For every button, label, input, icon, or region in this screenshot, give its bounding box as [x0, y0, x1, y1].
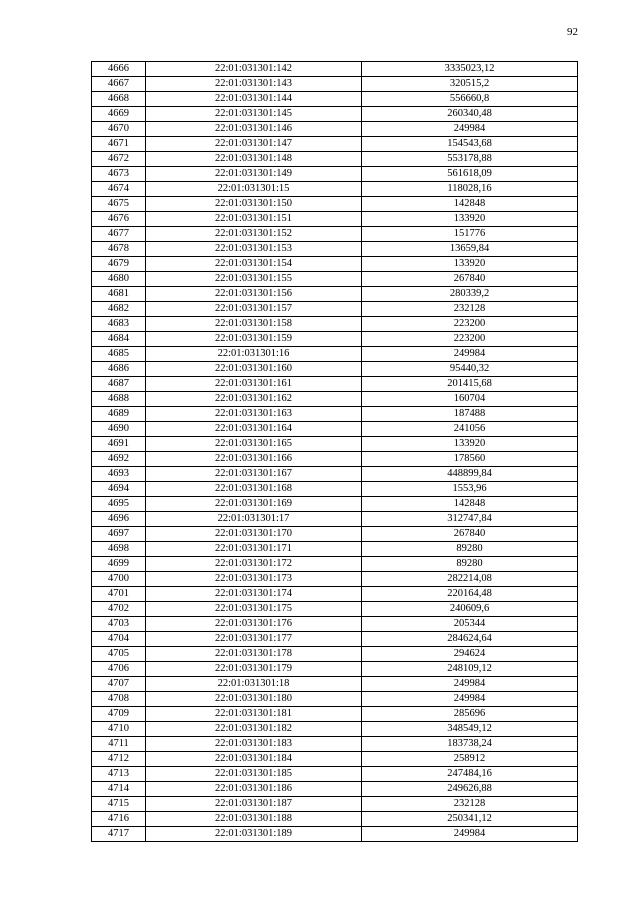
- table-row: [92, 587, 578, 602]
- row-number-cell: 4667: [92, 77, 146, 92]
- cadastral-number-cell: 22:01:031301:189: [146, 827, 362, 842]
- value-cell: 183738,24: [362, 737, 578, 752]
- cadastral-number-cell: 22:01:031301:182: [146, 722, 362, 737]
- row-number-cell: 4682: [92, 302, 146, 317]
- value-cell: 249984: [362, 122, 578, 137]
- cadastral-number-cell: 22:01:031301:177: [146, 632, 362, 647]
- cadastral-number-cell: 22:01:031301:183: [146, 737, 362, 752]
- table-row: [92, 557, 578, 572]
- value-cell: 556660,8: [362, 92, 578, 107]
- table-row: [92, 737, 578, 752]
- value-cell: 133920: [362, 212, 578, 227]
- row-number-cell: 4675: [92, 197, 146, 212]
- table-row: [92, 527, 578, 542]
- cadastral-table: [91, 61, 578, 842]
- table-row: [92, 512, 578, 527]
- value-cell: 348549,12: [362, 722, 578, 737]
- table-row: [92, 797, 578, 812]
- value-cell: 284624,64: [362, 632, 578, 647]
- value-cell: 89280: [362, 557, 578, 572]
- value-cell: 232128: [362, 302, 578, 317]
- value-cell: 205344: [362, 617, 578, 632]
- cadastral-number-cell: 22:01:031301:184: [146, 752, 362, 767]
- cadastral-number-cell: 22:01:031301:152: [146, 227, 362, 242]
- cadastral-number-cell: 22:01:031301:158: [146, 317, 362, 332]
- table-row: [92, 572, 578, 587]
- cadastral-number-cell: 22:01:031301:147: [146, 137, 362, 152]
- row-number-cell: 4702: [92, 602, 146, 617]
- row-number-cell: 4706: [92, 662, 146, 677]
- value-cell: 187488: [362, 407, 578, 422]
- row-number-cell: 4716: [92, 812, 146, 827]
- value-cell: 267840: [362, 272, 578, 287]
- table-row: [92, 302, 578, 317]
- row-number-cell: 4717: [92, 827, 146, 842]
- cadastral-number-cell: 22:01:031301:179: [146, 662, 362, 677]
- value-cell: 133920: [362, 437, 578, 452]
- row-number-cell: 4673: [92, 167, 146, 182]
- row-number-cell: 4676: [92, 212, 146, 227]
- value-cell: 142848: [362, 197, 578, 212]
- table-row: [92, 92, 578, 107]
- cadastral-number-cell: 22:01:031301:157: [146, 302, 362, 317]
- cadastral-number-cell: 22:01:031301:168: [146, 482, 362, 497]
- cadastral-number-cell: 22:01:031301:166: [146, 452, 362, 467]
- value-cell: 285696: [362, 707, 578, 722]
- table-row: [92, 452, 578, 467]
- table-row: [92, 467, 578, 482]
- cadastral-number-cell: 22:01:031301:143: [146, 77, 362, 92]
- table-row: [92, 242, 578, 257]
- value-cell: 160704: [362, 392, 578, 407]
- table-row: [92, 347, 578, 362]
- cadastral-number-cell: 22:01:031301:151: [146, 212, 362, 227]
- table-row: [92, 227, 578, 242]
- cadastral-number-cell: 22:01:031301:153: [146, 242, 362, 257]
- table-row: [92, 722, 578, 737]
- value-cell: 248109,12: [362, 662, 578, 677]
- cadastral-number-cell: 22:01:031301:164: [146, 422, 362, 437]
- cadastral-number-cell: 22:01:031301:144: [146, 92, 362, 107]
- table-row: [92, 107, 578, 122]
- row-number-cell: 4678: [92, 242, 146, 257]
- value-cell: 561618,09: [362, 167, 578, 182]
- table-row: [92, 677, 578, 692]
- row-number-cell: 4691: [92, 437, 146, 452]
- table-row: [92, 407, 578, 422]
- value-cell: 154543,68: [362, 137, 578, 152]
- row-number-cell: 4710: [92, 722, 146, 737]
- cadastral-number-cell: 22:01:031301:145: [146, 107, 362, 122]
- cadastral-number-cell: 22:01:031301:15: [146, 182, 362, 197]
- cadastral-number-cell: 22:01:031301:165: [146, 437, 362, 452]
- value-cell: 250341,12: [362, 812, 578, 827]
- cadastral-number-cell: 22:01:031301:185: [146, 767, 362, 782]
- value-cell: 258912: [362, 752, 578, 767]
- row-number-cell: 4703: [92, 617, 146, 632]
- value-cell: 89280: [362, 542, 578, 557]
- value-cell: 553178,88: [362, 152, 578, 167]
- row-number-cell: 4711: [92, 737, 146, 752]
- table-row: [92, 437, 578, 452]
- table-row: [92, 827, 578, 842]
- row-number-cell: 4687: [92, 377, 146, 392]
- value-cell: 294624: [362, 647, 578, 662]
- row-number-cell: 4692: [92, 452, 146, 467]
- row-number-cell: 4674: [92, 182, 146, 197]
- value-cell: 312747,84: [362, 512, 578, 527]
- table-row: [92, 602, 578, 617]
- value-cell: 3335023,12: [362, 62, 578, 77]
- table-row: [92, 767, 578, 782]
- value-cell: 95440,32: [362, 362, 578, 377]
- table-row: [92, 257, 578, 272]
- table-row: [92, 707, 578, 722]
- cadastral-number-cell: 22:01:031301:160: [146, 362, 362, 377]
- row-number-cell: 4708: [92, 692, 146, 707]
- table-row: [92, 662, 578, 677]
- table-row: [92, 122, 578, 137]
- value-cell: 282214,08: [362, 572, 578, 587]
- cadastral-number-cell: 22:01:031301:16: [146, 347, 362, 362]
- value-cell: 247484,16: [362, 767, 578, 782]
- table-row: [92, 182, 578, 197]
- table-row: [92, 482, 578, 497]
- cadastral-number-cell: 22:01:031301:159: [146, 332, 362, 347]
- table-row: [92, 137, 578, 152]
- cadastral-number-cell: 22:01:031301:150: [146, 197, 362, 212]
- row-number-cell: 4689: [92, 407, 146, 422]
- cadastral-number-cell: 22:01:031301:173: [146, 572, 362, 587]
- row-number-cell: 4700: [92, 572, 146, 587]
- table-body: [92, 62, 578, 842]
- cadastral-number-cell: 22:01:031301:186: [146, 782, 362, 797]
- row-number-cell: 4701: [92, 587, 146, 602]
- cadastral-number-cell: 22:01:031301:162: [146, 392, 362, 407]
- row-number-cell: 4690: [92, 422, 146, 437]
- table-row: [92, 317, 578, 332]
- cadastral-number-cell: 22:01:031301:172: [146, 557, 362, 572]
- row-number-cell: 4694: [92, 482, 146, 497]
- table-row: [92, 392, 578, 407]
- value-cell: 178560: [362, 452, 578, 467]
- value-cell: 267840: [362, 527, 578, 542]
- value-cell: 223200: [362, 332, 578, 347]
- table-row: [92, 272, 578, 287]
- row-number-cell: 4709: [92, 707, 146, 722]
- row-number-cell: 4686: [92, 362, 146, 377]
- cadastral-number-cell: 22:01:031301:146: [146, 122, 362, 137]
- cadastral-number-cell: 22:01:031301:180: [146, 692, 362, 707]
- table-row: [92, 287, 578, 302]
- table-row: [92, 77, 578, 92]
- row-number-cell: 4666: [92, 62, 146, 77]
- row-number-cell: 4715: [92, 797, 146, 812]
- row-number-cell: 4704: [92, 632, 146, 647]
- table-row: [92, 812, 578, 827]
- cadastral-number-cell: 22:01:031301:187: [146, 797, 362, 812]
- value-cell: 151776: [362, 227, 578, 242]
- cadastral-number-cell: 22:01:031301:156: [146, 287, 362, 302]
- value-cell: 249984: [362, 827, 578, 842]
- table-row: [92, 542, 578, 557]
- table-row: [92, 167, 578, 182]
- cadastral-number-cell: 22:01:031301:17: [146, 512, 362, 527]
- table-row: [92, 692, 578, 707]
- table-row: [92, 332, 578, 347]
- row-number-cell: 4685: [92, 347, 146, 362]
- value-cell: 249984: [362, 677, 578, 692]
- value-cell: 249984: [362, 347, 578, 362]
- value-cell: 232128: [362, 797, 578, 812]
- cadastral-number-cell: 22:01:031301:170: [146, 527, 362, 542]
- row-number-cell: 4684: [92, 332, 146, 347]
- cadastral-number-cell: 22:01:031301:171: [146, 542, 362, 557]
- row-number-cell: 4693: [92, 467, 146, 482]
- table-row: [92, 752, 578, 767]
- table-row: [92, 62, 578, 77]
- cadastral-number-cell: 22:01:031301:18: [146, 677, 362, 692]
- table-row: [92, 422, 578, 437]
- value-cell: 240609,6: [362, 602, 578, 617]
- row-number-cell: 4670: [92, 122, 146, 137]
- value-cell: 220164,48: [362, 587, 578, 602]
- row-number-cell: 4696: [92, 512, 146, 527]
- row-number-cell: 4671: [92, 137, 146, 152]
- value-cell: 249984: [362, 692, 578, 707]
- table-row: [92, 782, 578, 797]
- cadastral-number-cell: 22:01:031301:161: [146, 377, 362, 392]
- cadastral-number-cell: 22:01:031301:148: [146, 152, 362, 167]
- table-row: [92, 647, 578, 662]
- row-number-cell: 4697: [92, 527, 146, 542]
- value-cell: 142848: [362, 497, 578, 512]
- row-number-cell: 4683: [92, 317, 146, 332]
- table-row: [92, 197, 578, 212]
- cadastral-number-cell: 22:01:031301:181: [146, 707, 362, 722]
- value-cell: 320515,2: [362, 77, 578, 92]
- cadastral-number-cell: 22:01:031301:163: [146, 407, 362, 422]
- cadastral-number-cell: 22:01:031301:155: [146, 272, 362, 287]
- row-number-cell: 4699: [92, 557, 146, 572]
- row-number-cell: 4679: [92, 257, 146, 272]
- cadastral-number-cell: 22:01:031301:176: [146, 617, 362, 632]
- cadastral-number-cell: 22:01:031301:178: [146, 647, 362, 662]
- value-cell: 223200: [362, 317, 578, 332]
- row-number-cell: 4681: [92, 287, 146, 302]
- value-cell: 241056: [362, 422, 578, 437]
- row-number-cell: 4680: [92, 272, 146, 287]
- value-cell: 249626,88: [362, 782, 578, 797]
- row-number-cell: 4707: [92, 677, 146, 692]
- cadastral-number-cell: 22:01:031301:149: [146, 167, 362, 182]
- row-number-cell: 4712: [92, 752, 146, 767]
- row-number-cell: 4705: [92, 647, 146, 662]
- value-cell: 280339,2: [362, 287, 578, 302]
- value-cell: 118028,16: [362, 182, 578, 197]
- value-cell: 260340,48: [362, 107, 578, 122]
- row-number-cell: 4695: [92, 497, 146, 512]
- value-cell: 13659,84: [362, 242, 578, 257]
- row-number-cell: 4669: [92, 107, 146, 122]
- value-cell: 448899,84: [362, 467, 578, 482]
- row-number-cell: 4714: [92, 782, 146, 797]
- row-number-cell: 4668: [92, 92, 146, 107]
- page-number: 92: [567, 26, 578, 38]
- row-number-cell: 4698: [92, 542, 146, 557]
- row-number-cell: 4688: [92, 392, 146, 407]
- cadastral-number-cell: 22:01:031301:142: [146, 62, 362, 77]
- value-cell: 201415,68: [362, 377, 578, 392]
- table-row: [92, 377, 578, 392]
- cadastral-number-cell: 22:01:031301:175: [146, 602, 362, 617]
- table-row: [92, 212, 578, 227]
- cadastral-number-cell: 22:01:031301:167: [146, 467, 362, 482]
- table-row: [92, 497, 578, 512]
- table-row: [92, 152, 578, 167]
- value-cell: 133920: [362, 257, 578, 272]
- row-number-cell: 4672: [92, 152, 146, 167]
- cadastral-number-cell: 22:01:031301:169: [146, 497, 362, 512]
- cadastral-number-cell: 22:01:031301:174: [146, 587, 362, 602]
- value-cell: 1553,96: [362, 482, 578, 497]
- table-row: [92, 617, 578, 632]
- table-row: [92, 362, 578, 377]
- row-number-cell: 4713: [92, 767, 146, 782]
- cadastral-number-cell: 22:01:031301:188: [146, 812, 362, 827]
- cadastral-number-cell: 22:01:031301:154: [146, 257, 362, 272]
- table-row: [92, 632, 578, 647]
- row-number-cell: 4677: [92, 227, 146, 242]
